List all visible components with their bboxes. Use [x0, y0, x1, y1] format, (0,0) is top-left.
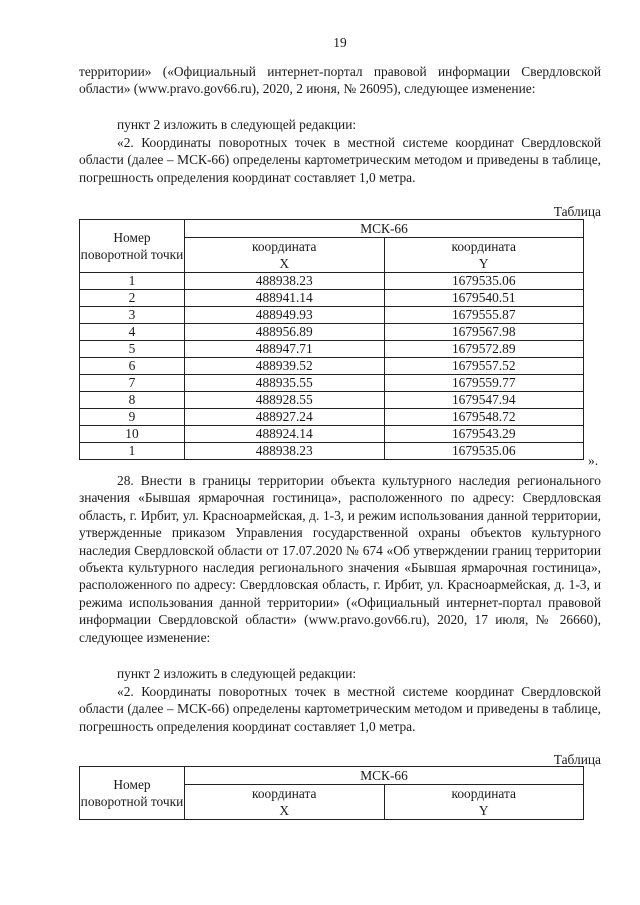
- table-row: [80, 341, 584, 358]
- cell-point: 5: [80, 341, 185, 358]
- table-row: [80, 426, 584, 443]
- coordinates-table-body: [80, 273, 584, 460]
- cell-point: 6: [80, 358, 185, 375]
- header-y-axis-b: Y: [478, 803, 489, 818]
- header-x-b: [185, 785, 385, 820]
- table-row: [80, 409, 584, 426]
- table-row: [80, 392, 584, 409]
- table-row: [80, 324, 584, 341]
- table-row: [80, 375, 584, 392]
- paragraph-point2: пункт 2 изложить в следующей редакции:: [117, 117, 357, 132]
- paragraph-coordinates: «2. Координаты поворотных точек в местной системе координат Свердловской области (далее – МСК-66) определены картометрическим методом и приведены в таблице, погрешность определения координат составляет 1,0 метра.: [79, 135, 601, 185]
- cell-point: 9: [80, 409, 185, 426]
- header-y-b: [384, 785, 584, 820]
- header-y-label-b: координата: [451, 786, 516, 801]
- header-x-axis-b: X: [279, 803, 290, 818]
- table-caption: Таблица: [553, 204, 601, 219]
- table-row: [80, 358, 584, 375]
- header-system: МСК-66: [185, 220, 584, 238]
- cell-point: 8: [80, 392, 185, 409]
- cell-x: 488941.14: [185, 290, 385, 307]
- cell-x: 488938.23: [185, 443, 385, 460]
- header-system-b: МСК-66: [185, 767, 584, 785]
- cell-point: 1: [80, 443, 185, 460]
- cell-x: 488956.89: [185, 324, 385, 341]
- cell-y: 1679535.06: [384, 443, 584, 460]
- cell-x: 488924.14: [185, 426, 385, 443]
- cell-x: 488928.55: [185, 392, 385, 409]
- cell-point: 3: [80, 307, 185, 324]
- header-x-axis: X: [279, 256, 290, 271]
- cell-y: 1679557.52: [384, 358, 584, 375]
- header-y-axis: Y: [478, 256, 489, 271]
- cell-point: 7: [80, 375, 185, 392]
- cell-point: 10: [80, 426, 185, 443]
- paragraph-coordinates-b: «2. Координаты поворотных точек в местной системе координат Свердловской области (далее – МСК-66) определены картометрическим методом и приведены в таблице, погрешность определения координат составляет 1,0 метра.: [79, 684, 601, 734]
- paragraph-intro: территории» («Официальный интернет-портал правовой информации Свердловской области» (www.pravo.gov66.ru), 2020, 2 июня, № 26095), следующее изменение:: [79, 64, 601, 97]
- cell-y: 1679543.29: [384, 426, 584, 443]
- cell-point: 4: [80, 324, 185, 341]
- cell-y: 1679555.87: [384, 307, 584, 324]
- header-x: [185, 238, 385, 273]
- cell-x: 488935.55: [185, 375, 385, 392]
- table-closing-quote: ».: [588, 453, 599, 468]
- header-y-label: координата: [451, 239, 516, 254]
- header-x-label: координата: [252, 239, 317, 254]
- page-number: 19: [333, 35, 347, 50]
- header-x-label-b: координата: [252, 786, 317, 801]
- cell-y: 1679535.06: [384, 273, 584, 290]
- cell-y: 1679547.94: [384, 392, 584, 409]
- cell-y: 1679540.51: [384, 290, 584, 307]
- header-point-number-b: Номер поворотной точки: [80, 767, 185, 820]
- cell-y: 1679559.77: [384, 375, 584, 392]
- paragraph-point2-b: пункт 2 изложить в следующей редакции:: [117, 666, 357, 681]
- header-y: [384, 238, 584, 273]
- table-row: [80, 443, 584, 460]
- cell-x: 488927.24: [185, 409, 385, 426]
- cell-y: 1679572.89: [384, 341, 584, 358]
- cell-x: 488947.71: [185, 341, 385, 358]
- coordinates-table: [79, 219, 584, 460]
- coordinates-table-b: [79, 766, 584, 820]
- paragraph-28: 28. Внести в границы территории объекта культурного наследия регионального значения «Бывшая ярмарочная гостиница», расположенного по адресу: Свердловская область, г. Ирбит, ул. Красноармейская, д. 1-3, и режим использования данной территории, утвержденные приказом Управления государственной охраны объектов культурного наследия Свердловской области от 17.07.2020 № 674 «Об утверждении границ территории объекта культурного наследия регионального значения «Бывшая ярмарочная гостиница», расположенного по адресу: Свердловская область, г. Ирбит, ул. Красноармейская, д. 1-3, и режима использования данной территории» («Официальный интернет-портал правовой информации Свердловской области» (www.pravo.gov66.ru), 2020, 17 июля, № 26660), следующее изменение:: [79, 473, 601, 645]
- table-row: [80, 307, 584, 324]
- cell-point: 1: [80, 273, 185, 290]
- cell-y: 1679548.72: [384, 409, 584, 426]
- cell-point: 2: [80, 290, 185, 307]
- cell-x: 488939.52: [185, 358, 385, 375]
- table-row: [80, 290, 584, 307]
- cell-y: 1679567.98: [384, 324, 584, 341]
- table-caption-b: Таблица: [553, 752, 601, 767]
- cell-x: 488949.93: [185, 307, 385, 324]
- cell-x: 488938.23: [185, 273, 385, 290]
- header-point-number: Номер поворотной точки: [80, 220, 185, 273]
- table-row: [80, 273, 584, 290]
